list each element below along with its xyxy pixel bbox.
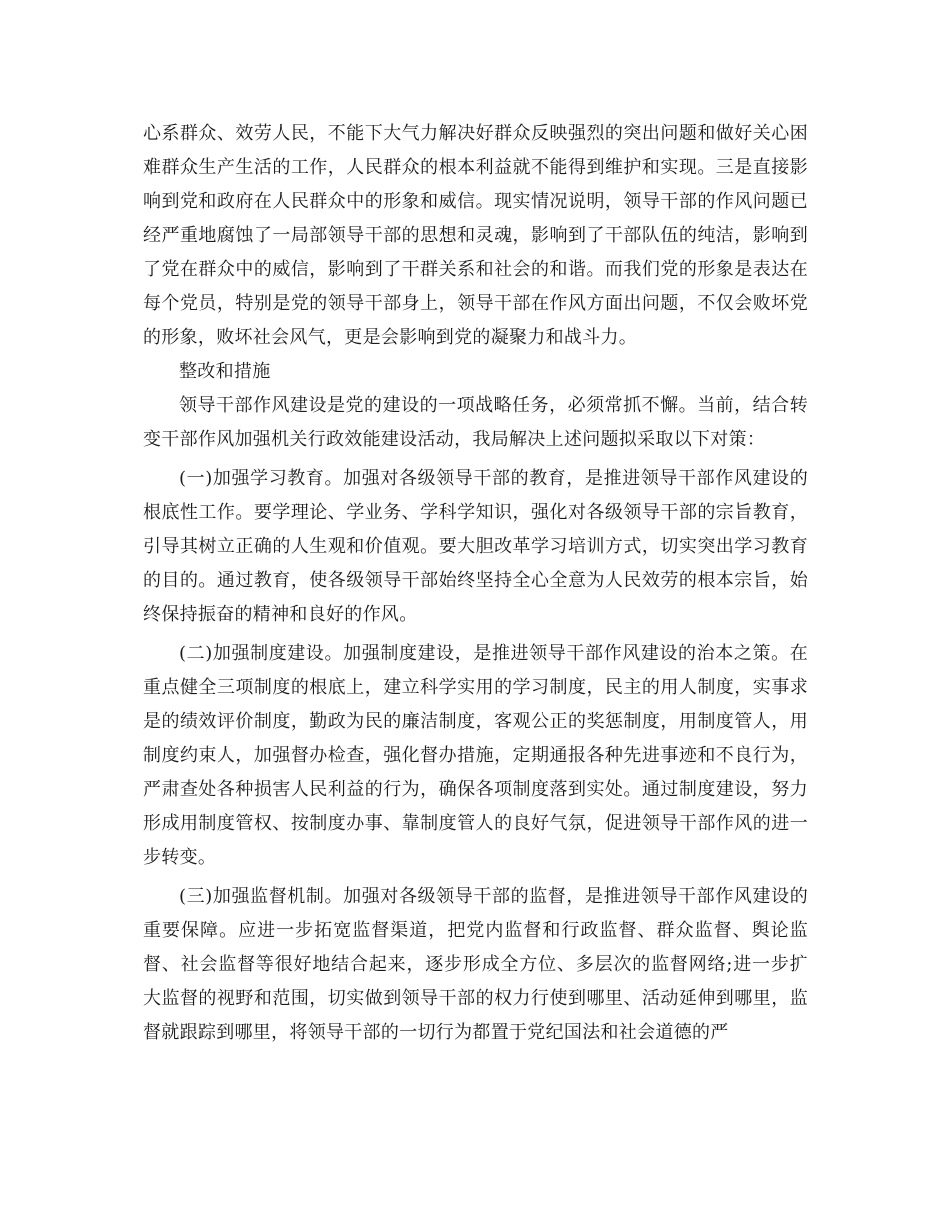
paragraph-item-3: (三)加强监督机制。加强对各级领导干部的监督，是推进领导干部作风建设的重要保障。应进一步拓宽监督渠道，把党内监督和行政监督、群众监督、舆论监督、社会监督等很好地结合起来，逐步形成全方位、多层次的监督网络;进一步扩大监督的视野和范围，切实做到领导干部的权力行使到哪里、活动延伸到哪里，监督就跟踪到哪里，将领导干部的一切行为都置于党纪国法和社会道德的严 [143, 886, 808, 1043]
paragraph-intro: 领导干部作风建设是党的建设的一项战略任务，必须常抓不懈。当前，结合转变干部作风加强机关行政效能建设活动，我局解决上述问题拟采取以下对策： [143, 395, 808, 450]
paragraph-continuation: 心系群众、效劳人民，不能下大气力解决好群众反映强烈的突出问题和做好关心困难群众生产生活的工作，人民群众的根本利益就不能得到维护和实现。三是直接影响到党和政府在人民群众中的形象和威信。现实情况说明，领导干部的作风问题已经严重地腐蚀了一局部领导干部的思想和灵魂，影响到了干部队伍的纯洁，影响到了党在群众中的威信，影响到了干群关系和社会的和谐。而我们党的形象是表达在每个党员，特别是党的领导干部身上，领导干部在作风方面出问题，不仅会败坏党的形象，败坏社会风气，更是会影响到党的凝聚力和战斗力。 [143, 123, 808, 348]
paragraph-item-2: (二)加强制度建设。加强制度建设，是推进领导干部作风建设的治本之策。在重点健全三项制度的根底上，建立科学实用的学习制度，民主的用人制度，实事求是的绩效评价制度，勤政为民的廉洁制度，客观公正的奖惩制度，用制度管人，用制度约束人，加强督办检查，强化督办措施，定期通报各种先进事迹和不良行为，严肃查处各种损害人民利益的行为，确保各项制度落到实处。通过制度建设，努力形成用制度管权、按制度办事、靠制度管人的良好气氛，促进领导干部作风的进一步转变。 [143, 643, 808, 868]
section-heading-rectification: 整改和措施 [179, 361, 271, 382]
paragraph-item-1: (一)加强学习教育。加强对各级领导干部的教育，是推进领导干部作风建设的根底性工作。要学理论、学业务、学科学知识，强化对各级领导干部的宗旨教育，引导其树立正确的人生观和价值观。要大胆改革学习培训方式，切实突出学习教育的目的。通过教育，使各级领导干部始终坚持全心全意为人民效劳的根本宗旨，始终保持振奋的精神和良好的作风。 [143, 468, 808, 625]
document-body [143, 117, 808, 1050]
